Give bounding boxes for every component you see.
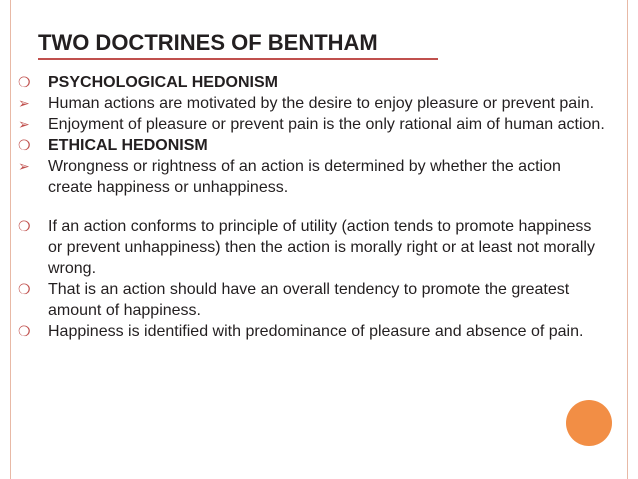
slide-title: TWO DOCTRINES OF BENTHAM bbox=[38, 30, 378, 55]
circle-bullet-icon: ❍ bbox=[18, 281, 31, 297]
bullet-text: If an action conforms to principle of utility (action tends to promote happiness or prevent unhappiness) then the action is morally right or at least not morally wrong. bbox=[48, 218, 595, 277]
arrow-bullet-icon: ➢ bbox=[18, 95, 30, 111]
bullet-text: PSYCHOLOGICAL HEDONISM bbox=[48, 74, 278, 91]
bullet-item bbox=[18, 93, 608, 114]
bullet-text: Enjoyment of pleasure or prevent pain is the only rational aim of human action. bbox=[48, 116, 605, 133]
right-border-line bbox=[627, 0, 628, 479]
bullet-item bbox=[18, 279, 608, 321]
bullet-list bbox=[18, 72, 608, 342]
orange-circle-decoration bbox=[566, 400, 612, 446]
bullet-text: Human actions are motivated by the desire to enjoy pleasure or prevent pain. bbox=[48, 95, 595, 112]
arrow-bullet-icon: ➢ bbox=[18, 116, 30, 132]
circle-bullet-icon: ❍ bbox=[18, 74, 31, 90]
bullet-item bbox=[18, 72, 608, 93]
left-border-line bbox=[10, 0, 11, 479]
bullet-item bbox=[18, 216, 608, 279]
title-underline bbox=[38, 58, 438, 60]
circle-bullet-icon: ❍ bbox=[18, 218, 31, 234]
circle-bullet-icon: ❍ bbox=[18, 323, 31, 339]
bullet-text: ETHICAL HEDONISM bbox=[48, 137, 208, 154]
circle-bullet-icon: ❍ bbox=[18, 137, 31, 153]
bullet-item bbox=[18, 135, 608, 156]
bullet-item bbox=[18, 321, 608, 342]
bullet-text: Happiness is identified with predominance of pleasure and absence of pain. bbox=[48, 323, 584, 340]
bullet-text: Wrongness or rightness of an action is determined by whether the action create happiness or unhappiness. bbox=[48, 158, 561, 196]
bullet-text: That is an action should have an overall tendency to promote the greatest amount of happiness. bbox=[48, 281, 570, 319]
arrow-bullet-icon: ➢ bbox=[18, 158, 30, 174]
bullet-item bbox=[18, 114, 608, 135]
bullet-item bbox=[18, 156, 608, 198]
